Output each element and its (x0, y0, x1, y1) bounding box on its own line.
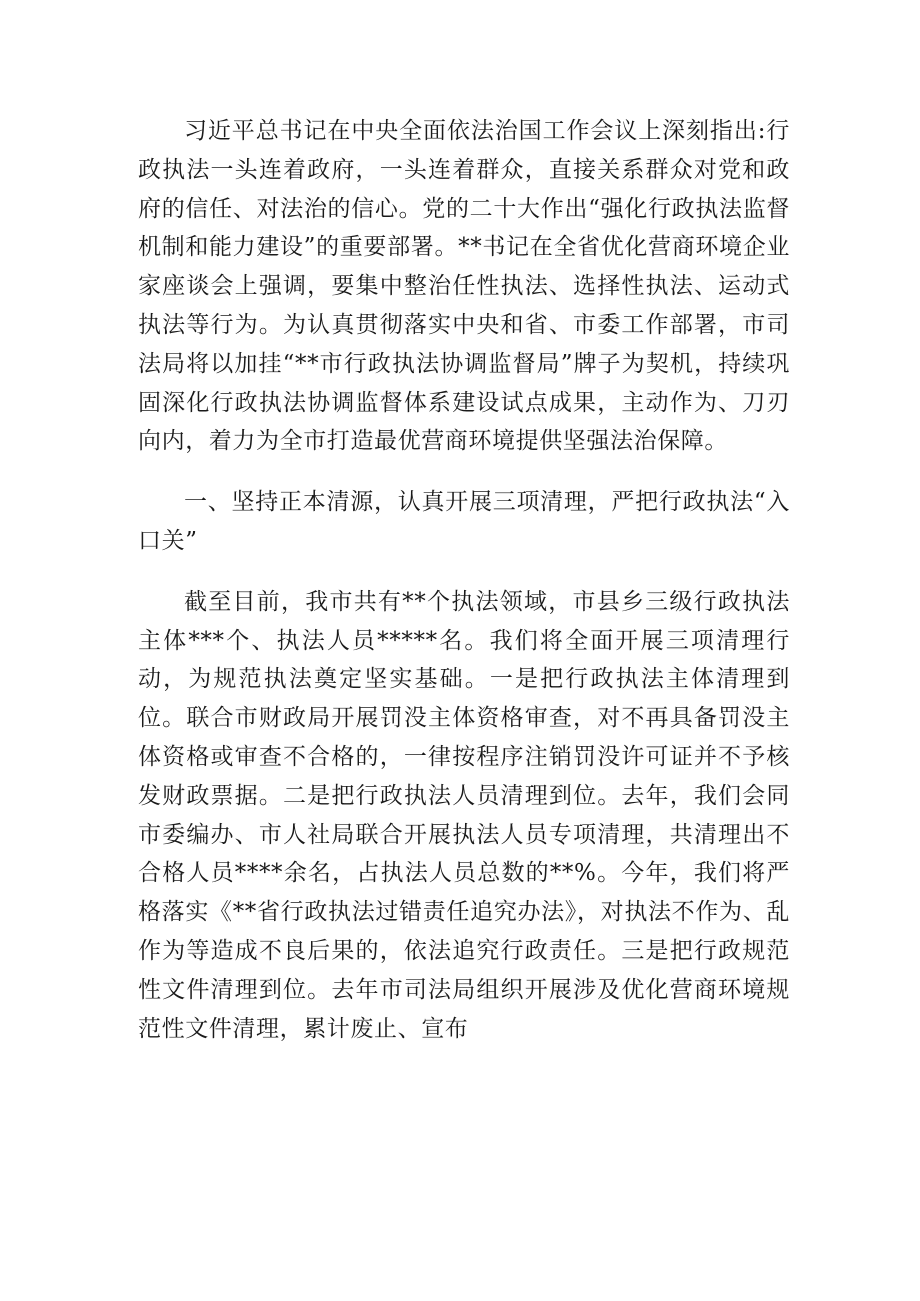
document-body (138, 112, 790, 1048)
section-heading-1: 一、坚持正本清源，认真开展三项清理，严把行政执法“入口关” (138, 489, 790, 554)
intro-paragraph: 习近平总书记在中央全面依法治国工作会议上深刻指出:行政执法一头连着政府，一头连着群众，直接关系群众对党和政府的信任、对法治的信心。党的二十大作出“强化行政执法监督机制和能力建设”的重要部署。**书记在全省优化营商环境企业家座谈会上强调，要集中整治任性执法、选择性执法、运动式执法等行为。为认真贯彻落实中央和省、市委工作部署，市司法局将以加挂“**市行政执法协调监督局”牌子为契机，持续巩固深化行政执法协调监督体系建设试点成果，主动作为、刀刃向内，着力为全市打造最优营商环境提供坚强法治保障。 (138, 118, 790, 455)
section-1-body-paragraph: 截至目前，我市共有**个执法领域，市县乡三级行政执法主体***个、执法人员*****名。我们将全面开展三项清理行动，为规范执法奠定坚实基础。一是把行政执法主体清理到位。联合市财政局开展罚没主体资格审查，对不再具备罚没主体资格或审查不合格的，一律按程序注销罚没许可证并不予核发财政票据。二是把行政执法人员清理到位。去年，我们会同市委编办、市人社局联合开展执法人员专项清理，共清理出不合格人员****余名，占执法人员总数的**%。今年，我们将严格落实《**省行政执法过错责任追究办法》，对执法不作为、乱作为等造成不良后果的，依法追究行政责任。三是把行政规范性文件清理到位。去年市司法局组织开展涉及优化营商环境规范性文件清理，累计废止、宣布 (138, 588, 790, 1042)
